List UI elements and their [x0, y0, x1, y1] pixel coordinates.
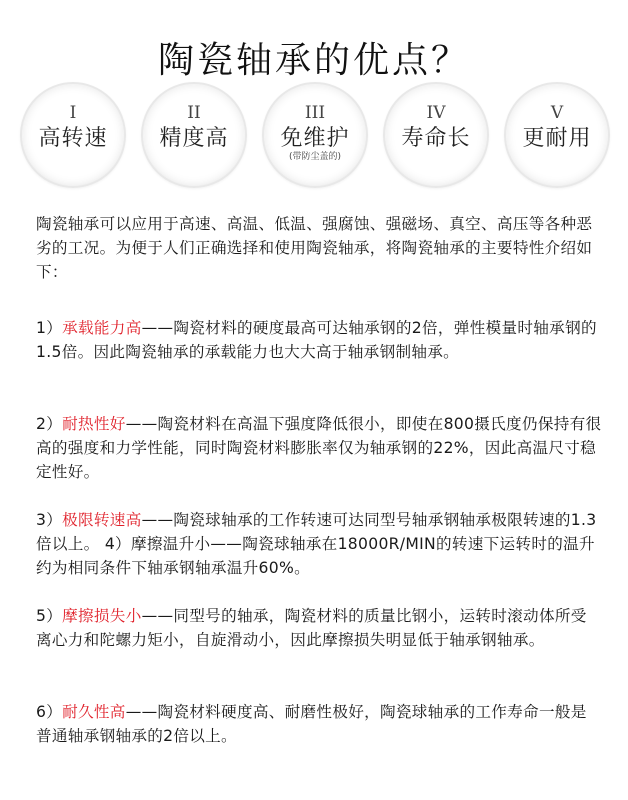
feature-item	[36, 700, 602, 748]
badge-high-precision	[141, 82, 247, 188]
badge-numeral: V	[550, 103, 564, 123]
feature-highlight: 承载能力高	[62, 319, 142, 337]
badge-label: 免维护	[280, 126, 350, 151]
page-title: 陶瓷轴承的优点？	[157, 40, 470, 82]
feature-text: ——陶瓷球轴承的工作转速可达同型号轴承钢轴承极限转速的1.3倍以上。 4）摩擦温升小——陶瓷球轴承在18000R/MIN的转速下运转时的温升约为相同条件下轴承钢轴承温升60%。	[36, 511, 597, 577]
feature-item	[36, 508, 602, 580]
feature-text: ——陶瓷材料在高温下强度降低很小，即使在800摄氏度仍保持有很高的强度和力学性能，同时陶瓷材料膨胀率仅为轴承钢的22%，因此高温尺寸稳定性好。	[36, 415, 602, 481]
feature-highlight: 耐热性好	[62, 415, 126, 433]
badge-label: 寿命长	[401, 126, 471, 151]
badge-high-speed	[20, 82, 126, 188]
feature-text: ——同型号的轴承，陶瓷材料的质量比钢小，运转时滚动体所受离心力和陀螺力矩小，自旋滑动小，因此摩擦损失明显低于轴承钢轴承。	[36, 607, 587, 649]
badge-numeral: IV	[426, 103, 446, 123]
feature-number: 6）	[36, 703, 63, 721]
badge-label: 高转速	[38, 126, 108, 151]
feature-number: 3）	[36, 511, 63, 529]
article-body	[36, 212, 602, 745]
feature-highlight: 耐久性高	[62, 703, 126, 721]
feature-number: 1）	[36, 319, 63, 337]
badge-numeral: I	[69, 103, 77, 123]
badge-numeral: II	[187, 103, 201, 123]
feature-number: 2）	[36, 415, 63, 433]
badge-maintenance-free	[262, 82, 368, 188]
feature-text: ——陶瓷材料的硬度最高可达轴承钢的2倍，弹性模量时轴承钢的1.5倍。因此陶瓷轴承的承载能力也大大高于轴承钢制轴承。	[36, 319, 597, 361]
badge-durable	[504, 82, 610, 188]
badge-label: 更耐用	[522, 126, 592, 151]
feature-text: ——陶瓷材料硬度高、耐磨性极好，陶瓷球轴承的工作寿命一般是普通轴承钢轴承的2倍以上。	[36, 703, 587, 745]
advantage-badges	[20, 82, 610, 188]
badge-numeral: III	[304, 103, 326, 123]
feature-number: 5）	[36, 607, 63, 625]
badge-label: 精度高	[159, 126, 229, 151]
badge-long-life	[383, 82, 489, 188]
feature-item	[36, 604, 602, 652]
feature-item	[36, 412, 602, 484]
feature-highlight: 极限转速高	[62, 511, 142, 529]
badge-note: (带防尘盖的)	[288, 152, 342, 162]
intro-paragraph: 陶瓷轴承可以应用于高速、高温、低温、强腐蚀、强磁场、真空、高压等各种恶劣的工况。为便于人们正确选择和使用陶瓷轴承，将陶瓷轴承的主要特性介绍如下：	[36, 215, 593, 281]
feature-item	[36, 316, 602, 364]
feature-highlight: 摩擦损失小	[62, 607, 142, 625]
